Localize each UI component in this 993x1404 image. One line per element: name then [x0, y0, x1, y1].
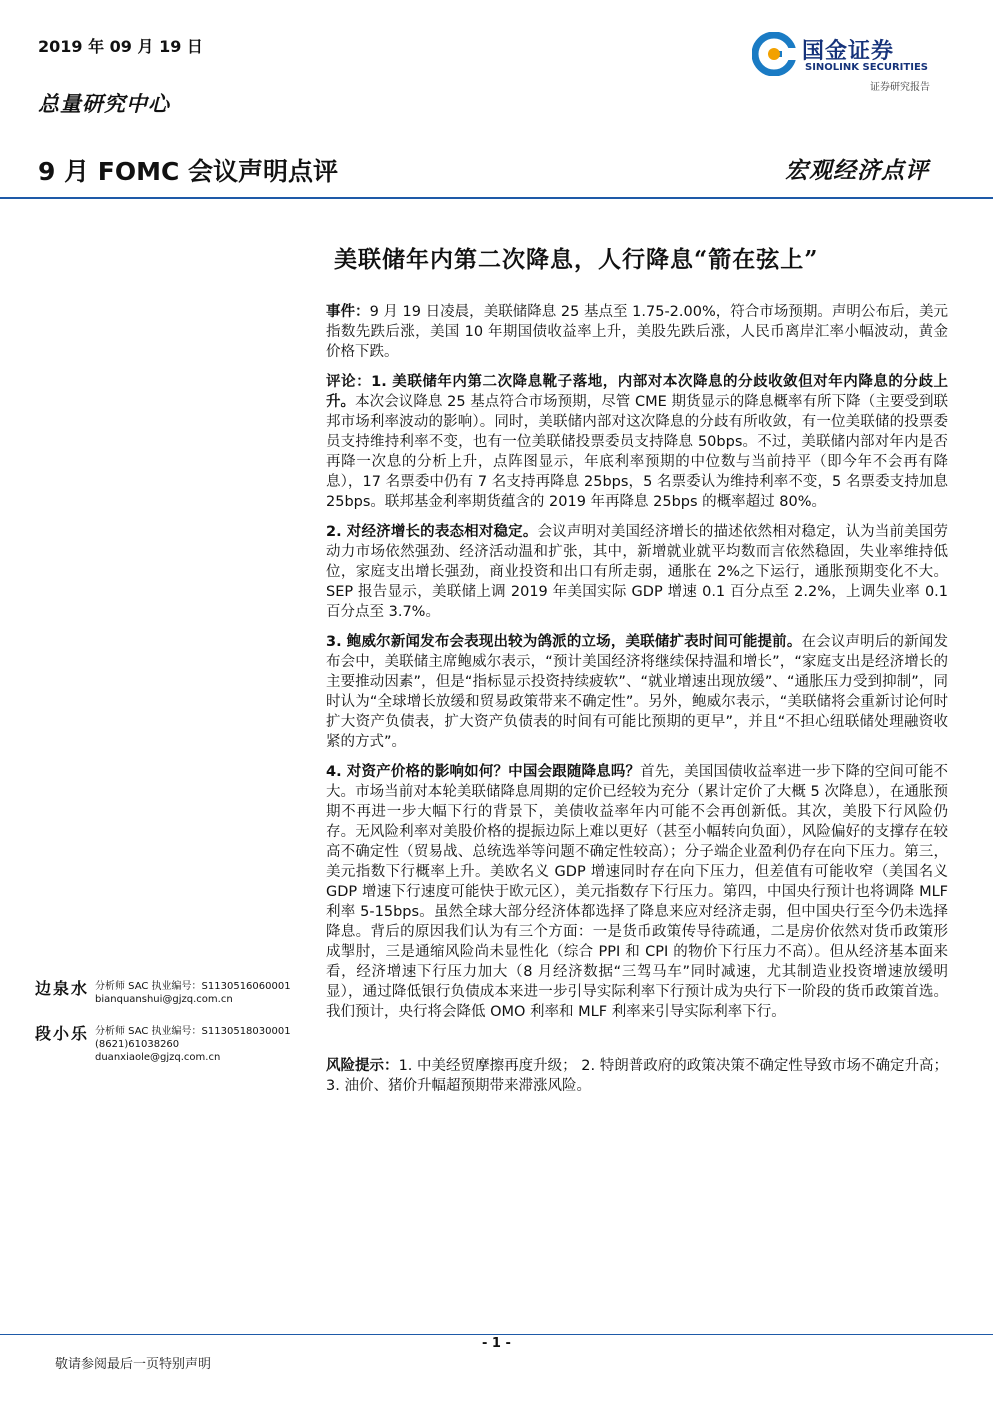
research-center: 总量研究中心	[38, 91, 170, 116]
p1-heading: 1. 美联储年内第二次降息靴子落地，内部对本次降息的分歧收敛但对年内降息的分歧上升。	[326, 374, 948, 410]
p3-heading: 3. 鲍威尔新闻发布会表现出较为鸽派的立场，美联储扩表时间可能提前。	[326, 634, 802, 650]
disclaimer-note: 敬请参阅最后一页特别声明	[55, 1357, 212, 1372]
event-label: 事件：	[326, 304, 370, 320]
report-body	[326, 302, 948, 1106]
comment-label: 评论：	[326, 374, 372, 390]
header-divider	[0, 197, 993, 199]
comment-paragraph-3	[326, 632, 948, 752]
report-date: 2019 年 09 月 19 日	[38, 37, 203, 56]
risk-label: 风险提示：	[326, 1058, 399, 1074]
event-paragraph	[326, 302, 948, 362]
report-category: 宏观经济点评	[785, 157, 929, 184]
analyst-name: 段小乐	[35, 1024, 90, 1043]
analyst-info	[95, 980, 291, 1006]
p4-heading: 4. 对资产价格的影响如何？中国会跟随降息吗？	[326, 764, 641, 780]
comment-paragraph-4	[326, 762, 948, 1022]
p2-text: 会议声明对美国经济增长的描述依然相对稳定，认为当前美国劳动力市场依然强劲、经济活动温和扩张，其中，新增就业就平均数而言依然稳固，失业率维持低位，家庭支出增长强劲，商业投资和出口有所走弱，通胀在 2%之下运行，通胀预期变化不大。SEP 报告显示，美联储上调 2019 年美国实际 GDP 增速 0.1 百分点至 2.2%，上调失业率 0.1 百分点至 3.7%。	[326, 524, 948, 620]
analyst-name: 边泉水	[35, 979, 90, 998]
comment-paragraph-1	[326, 372, 948, 512]
page-number: - 1 -	[482, 1336, 511, 1351]
report-title: 9 月 FOMC 会议声明点评	[38, 157, 339, 186]
logo-english-name: SINOLINK SECURITIES	[805, 62, 928, 73]
risk-text: 1. 中美经贸摩擦再度升级； 2. 特朗普政府的政策决策不确定性导致市场不确定升高；3. 油价、猪价升幅超预期带来滞涨风险。	[326, 1058, 948, 1094]
analyst-sac-number: 分析师 SAC 执业编号：S1130516060001	[95, 981, 291, 992]
analyst-email[interactable]: duanxiaole@gjzq.com.cn	[95, 1052, 221, 1063]
comment-paragraph-2	[326, 522, 948, 622]
analyst-phone: (8621)61038260	[95, 1039, 180, 1050]
sinolink-logo-icon	[752, 32, 796, 76]
p3-text: 在会议声明后的新闻发布会中，美联储主席鲍威尔表示，“预计美国经济将继续保持温和增长”，“家庭支出是经济增长的主要推动因素”，但是“指标显示投资持续疲软”、“就业增速出现放缓”、“通胀压力受到抑制”，同时认为“全球增长放缓和贸易政策带来不确定性”。另外，鲍威尔表示，“美联储将会重新讨论何时扩大资产负债表，扩大资产负债表的时间有可能比预期的更早”，并且“不担心纽联储处理融资收紧的方式”。	[326, 634, 948, 750]
p1-text: 本次会议降息 25 基点符合市场预期，尽管 CME 期货显示的降息概率有所下降（主要受到联邦市场利率波动的影响）。同时，美联储内部对这次降息的分歧有所收敛，有一位美联储的投票委员支持维持利率不变，也有一位美联储投票委员支持降息 50bps。不过，美联储内部对年内是否再降一次息的分析上升，点阵图显示，年底利率预期的中位数与当前持平（即今年不会再有降息），17 名票委中仍有 7 名支持再降息 25bps，5 名票委认为维持利率不变，5 名票委支持加息 25bps。联邦基金利率期货蕴含的 2019 年再降息 25bps 的概率超过 80%。	[326, 394, 949, 510]
p4-text: 首先，美国国债收益率进一步下降的空间可能不大。市场当前对本轮美联储降息周期的定价已经较为充分（累计定价了大概 5 次降息），在通胀预期不再进一步大幅下行的背景下，美债收益率年内可能不会再创新低。其次，美股下行风险仍存。无风险利率对美股价格的提振边际上难以更好（甚至小幅转向负面），风险偏好的支撑存在较高不确定性（贸易战、总统选举等问题不确定性较高）；分子端企业盈利仍存在向下压力。第三，美元指数下行概率上升。美欧名义 GDP 增速同时存在向下压力，但差值有可能收窄（美国名义 GDP 增速下行速度可能快于欧元区），美元指数存下行压力。第四，中国央行预计也将调降 MLF 利率 5-15bps。虽然全球大部分经济体都选择了降息来应对经济走弱，但中国央行至今仍未选择降息。背后的原因我们认为有三个方面：一是货币政策传导待疏通，二是房价依然对货币政策形成掣肘，三是通缩风险尚未显性化（综合 PPI 和 CPI 的物价下行压力不高）。但从经济基本面来看，经济增速下行压力加大（8 月经济数据“三驾马车”同时减速，尤其制造业投资增速放缓明显），通过降低银行负债成本来进一步引导实际利率下行预计成为央行下一阶段的货币政策首选。我们预计，央行将会降低 OMO 利率和 MLF 利率来引导实际利率下行。	[326, 764, 948, 1020]
analyst-sac-number: 分析师 SAC 执业编号：S1130518030001	[95, 1026, 291, 1037]
p2-heading: 2. 对经济增长的表态相对稳定。	[326, 524, 538, 540]
footer-divider	[0, 1334, 993, 1335]
report-type-label: 证券研究报告	[870, 82, 930, 93]
analyst-info	[95, 1025, 291, 1064]
event-text: 9 月 19 日凌晨，美联储降息 25 基点至 1.75-2.00%，符合市场预期。声明公布后，美元指数先跌后涨，美国 10 年期国债收益率上升，美股先跌后涨，人民币离岸汇率小幅波动，黄金价格下跌。	[326, 304, 949, 360]
headline: 美联储年内第二次降息，人行降息“箭在弦上”	[334, 246, 819, 273]
analyst-email[interactable]: bianquanshui@gjzq.com.cn	[95, 994, 233, 1005]
logo-chinese-name: 国金证券	[802, 39, 895, 64]
risk-paragraph	[326, 1056, 948, 1096]
